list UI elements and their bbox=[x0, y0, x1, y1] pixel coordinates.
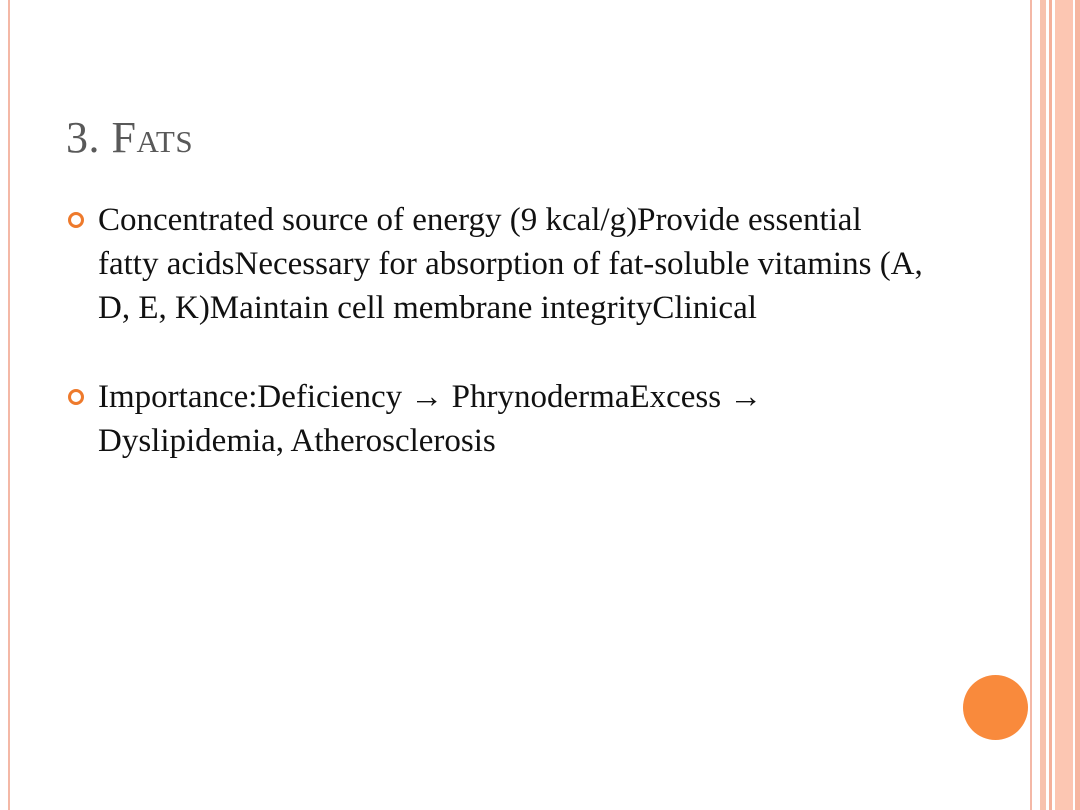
right-border-bar bbox=[1055, 0, 1073, 810]
right-border-bar bbox=[1075, 0, 1080, 810]
bullet-item bbox=[66, 198, 926, 330]
bullet-circle-icon bbox=[68, 212, 84, 228]
bullet-item bbox=[66, 375, 926, 463]
bullet-text: Concentrated source of energy (9 kcal/g)Provide essential fatty acidsNecessary for absorption of fat-soluble vitamins (A, D, E, K)Maintain cell membrane integrityClinical bbox=[98, 202, 923, 326]
right-border-bar bbox=[1049, 0, 1052, 810]
accent-circle-icon bbox=[963, 675, 1028, 740]
left-border-rule bbox=[8, 0, 10, 810]
bullet-circle-icon bbox=[68, 389, 84, 405]
right-border-bar bbox=[1040, 0, 1046, 810]
bullet-list bbox=[66, 198, 926, 463]
bullet-text: Importance:Deficiency → PhrynodermaExcess → Dyslipidemia, Atherosclerosis bbox=[98, 379, 763, 459]
slide-title: 3. Fats bbox=[66, 113, 194, 162]
right-border-bar bbox=[1030, 0, 1032, 810]
